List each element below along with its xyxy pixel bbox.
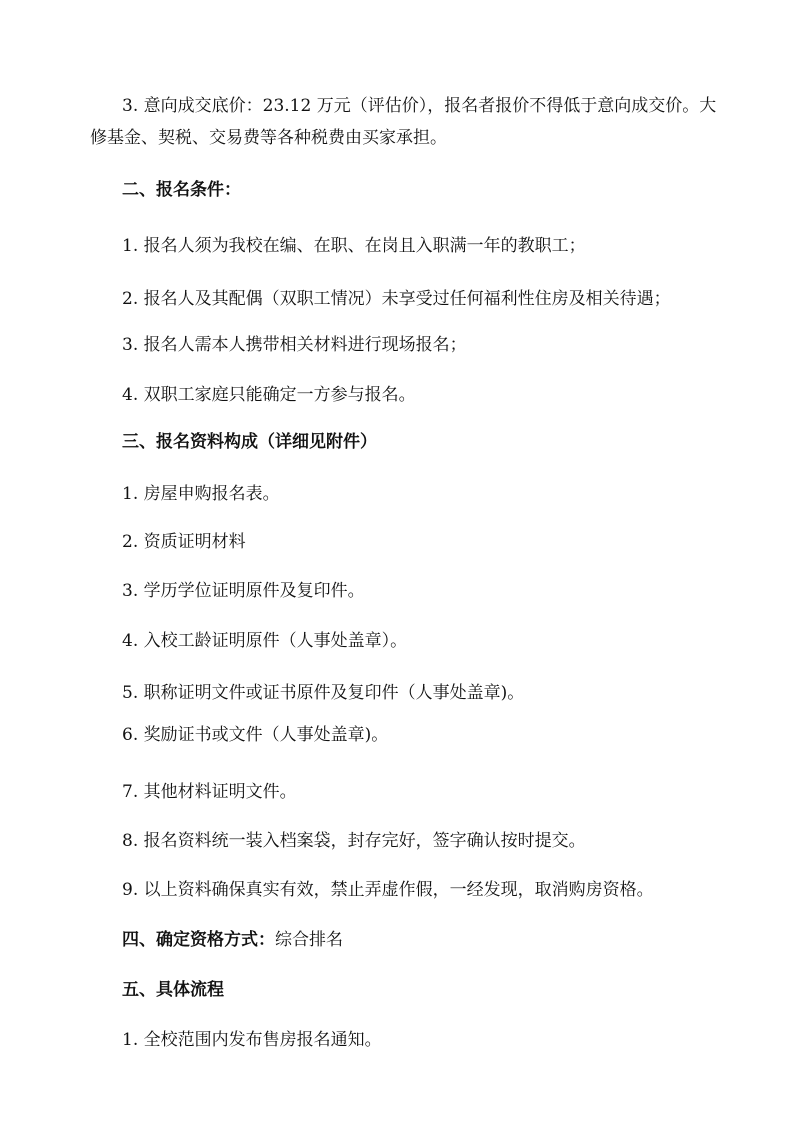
- material-item-6: 6. 奖励证书或文件（人事处盖章)。: [122, 725, 389, 745]
- condition-item-1: 1. 报名人须为我校在编、在职、在岗且入职满一年的教职工；: [122, 236, 586, 256]
- section-heading-procedure: 五、具体流程: [122, 980, 224, 1000]
- procedure-item-1: 1. 全校范围内发布售房报名通知。: [122, 1030, 382, 1050]
- material-item-2: 2. 资质证明材料: [122, 532, 246, 552]
- material-item-1: 1. 房屋申购报名表。: [122, 484, 280, 504]
- condition-item-3: 3. 报名人需本人携带相关材料进行现场报名；: [122, 335, 467, 355]
- material-item-5: 5. 职称证明文件或证书原件及复印件（人事处盖章)。: [122, 683, 525, 703]
- section-heading-qualification-method: 四、确定资格方式：: [122, 930, 275, 950]
- paragraph-reserve-price: 3. 意向成交底价：23.12 万元（评估价），报名者报价不得低于意向成交价。大修基金、契税、交易费等各种税费由买家承担。: [90, 96, 717, 148]
- material-item-7: 7. 其他材料证明文件。: [122, 782, 297, 802]
- material-item-9: 9. 以上资料确保真实有效，禁止弄虚作假，一经发现，取消购房资格。: [122, 880, 654, 900]
- condition-item-2: 2. 报名人及其配偶（双职工情况）未享受过任何福利性住房及相关待遇；: [122, 289, 671, 309]
- section-heading-registration-materials: 三、报名资料构成（详细见附件）: [122, 432, 377, 452]
- material-item-8: 8. 报名资料统一装入档案袋，封存完好，签字确认按时提交。: [122, 831, 586, 851]
- material-item-4: 4. 入校工龄证明原件（人事处盖章）。: [122, 631, 408, 651]
- section-heading-registration-conditions: 二、报名条件：: [122, 180, 241, 200]
- condition-item-4: 4. 双职工家庭只能确定一方参与报名。: [122, 385, 416, 405]
- material-item-3: 3. 学历学位证明原件及复印件。: [122, 581, 365, 601]
- qualification-method-value: 综合排名: [275, 930, 343, 950]
- section-qualification-method: [122, 928, 343, 952]
